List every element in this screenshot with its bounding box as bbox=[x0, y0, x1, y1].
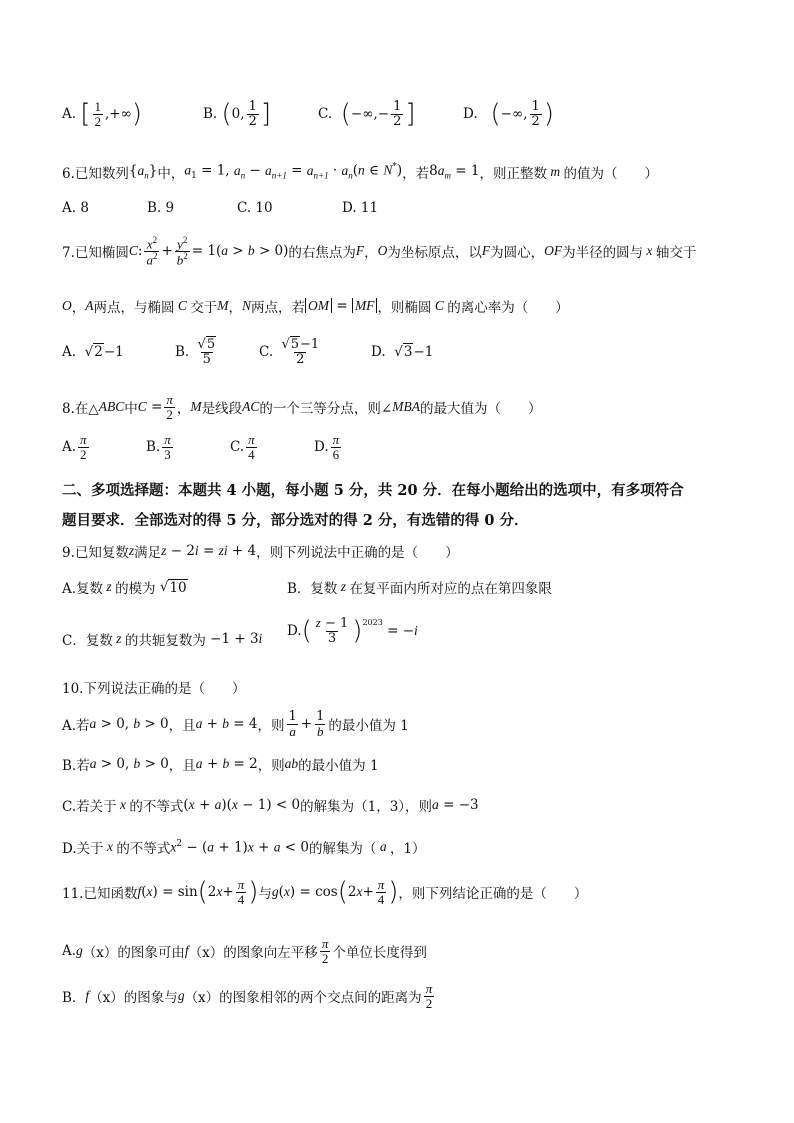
q10-option-b: B.若 a > 0, b > 0 ，且 a + b = 2 ，则 ab 的最小值为 1 bbox=[62, 756, 379, 774]
text: 的离心率为（ ） bbox=[447, 300, 569, 316]
q10-option-a: A.若 a > 0, b > 0 ，且 a + b = 4 ，则 $\frac{1}{a}$ + $\frac{1}{b}$ 的最小值为 1 bbox=[62, 709, 409, 739]
text: 的解集为（ bbox=[308, 841, 377, 857]
text: 的值为（ ） bbox=[563, 166, 658, 182]
option-label: C. bbox=[318, 106, 333, 123]
text: 是线段 bbox=[201, 401, 243, 418]
text: 的最小值为 1 bbox=[298, 758, 379, 774]
q8-option-d: D. $\frac{\pi}{6}$ bbox=[314, 432, 340, 462]
text: ，1） bbox=[389, 841, 426, 857]
text: （x）的图象向左平移 bbox=[188, 945, 318, 962]
q8-option-b: B. $\frac{\pi}{3}$ bbox=[146, 432, 171, 462]
text: 的最小值为 1 bbox=[328, 718, 409, 735]
text: D. bbox=[287, 622, 302, 639]
text: 满足 bbox=[134, 545, 162, 561]
text: 中 bbox=[124, 401, 138, 418]
option-label: D. bbox=[371, 343, 386, 360]
option-label: B. bbox=[146, 439, 161, 456]
q7-stem: 7.已知椭圆 C : $\frac{x^2}{a^2}$ + $\frac{y^2}{b^2}$ = 1(a > b > 0) 的右焦点为 F ， O 为坐标原点，以 F 为圆心， OF 为半径的圆与 x 轴交于 bbox=[62, 235, 697, 268]
text: B． bbox=[62, 990, 86, 1007]
text: 中， bbox=[157, 166, 185, 182]
q10-option-c: C.若关于 x 的不等式 (x + a)(x − 1) < 0 的解集为（1，3），则 a = −3 bbox=[62, 797, 479, 815]
q9-option-b: B．复数 z 在复平面内所对应的点在第四象限 bbox=[287, 579, 552, 597]
text: 的一个三等分点，则∠ bbox=[259, 401, 393, 418]
text: 在复平面内所对应的点在第四象限 bbox=[349, 581, 552, 597]
text: ，则正整数 bbox=[479, 166, 547, 182]
q8-stem: 8.在△ ABC 中 C = $\frac{\pi}{2}$ ， M 是线段 AC 的一个三等分点，则∠ MBA 的最大值为（ ） bbox=[62, 392, 542, 422]
text: （x）的图象与 bbox=[89, 990, 178, 1007]
text: 交于 bbox=[190, 300, 218, 316]
q6-options bbox=[62, 200, 378, 216]
text: 6.已知数列 bbox=[62, 166, 129, 182]
text: 与 bbox=[258, 886, 272, 903]
text: ，则下列结论正确的是（ ） bbox=[398, 886, 588, 903]
text: ，则椭圆 bbox=[377, 300, 432, 316]
option-label: A. bbox=[62, 439, 77, 456]
option-label: C. bbox=[230, 439, 245, 456]
text: ，若 bbox=[402, 166, 430, 182]
text: 为坐标原点，以 bbox=[387, 245, 482, 262]
q8-option-c: C. $\frac{\pi}{4}$ bbox=[230, 432, 255, 462]
text: （x）的图象可由 bbox=[82, 945, 185, 962]
q11-option-b: B． f （x）的图象与 g （x）的图象相邻的两个交点间的距离为 $\frac{\pi}{2}$ bbox=[62, 981, 433, 1011]
q8-option-a: A. $\frac{\pi}{2}$ bbox=[62, 432, 87, 462]
text: ，且 bbox=[168, 758, 196, 774]
q5-option-d: D. ( −∞, $\frac{1}{2}$ ) bbox=[463, 99, 554, 130]
text: 为圆心， bbox=[490, 245, 545, 262]
text: D.关于 bbox=[62, 841, 104, 857]
text: 为半径的圆与 bbox=[562, 245, 644, 262]
text: B．复数 bbox=[287, 581, 338, 597]
text: ，且 bbox=[168, 718, 196, 735]
q9-option-d: D. ( $\frac{z - 1}{3}$ ) $^{2023}$ = −i bbox=[287, 615, 418, 646]
option-label: B. bbox=[175, 344, 190, 361]
option-b: B. 9 bbox=[147, 200, 175, 216]
text: 8.在△ bbox=[62, 401, 99, 418]
text: 的解集为（1，3），则 bbox=[300, 799, 433, 815]
text: 的模为 bbox=[115, 581, 156, 597]
q5-option-b: B. ( 0, $\frac{1}{2}$ ] bbox=[203, 99, 271, 130]
option-label: A. bbox=[62, 343, 77, 360]
option-c: C. 10 bbox=[237, 200, 273, 216]
q9-option-c: C．复数 z 的共轭复数为 −1 + 3 i bbox=[62, 631, 263, 649]
section-heading-line2: 题目要求．全部选对的得 5 分，部分选对的得 2 分，有选错的得 0 分． bbox=[62, 512, 529, 529]
text: ， bbox=[176, 401, 191, 418]
text: 的不等式 bbox=[129, 799, 184, 815]
option-label: B. bbox=[203, 106, 218, 123]
text: 7.已知椭圆 bbox=[62, 245, 129, 262]
option-d: D. 11 bbox=[342, 200, 379, 216]
option-label: D. bbox=[463, 106, 478, 123]
q7-option-c: C. $\frac{√5-1}{2}$ bbox=[259, 337, 320, 367]
text: A.复数 bbox=[62, 581, 104, 597]
text: 两点，若 bbox=[251, 300, 306, 316]
q7-option-b: B. $\frac{√5}{5}$ bbox=[175, 337, 216, 367]
q7-option-d: D. √ 3 −1 bbox=[371, 343, 434, 360]
option-label: A. bbox=[62, 106, 77, 123]
q5-option-c: C. ( −∞,− $\frac{1}{2}$ ] bbox=[318, 99, 416, 130]
q11-option-a: A. g （x）的图象可由 f （x）的图象向左平移 $\frac{\pi}{2}$ 个单位长度得到 bbox=[62, 936, 427, 966]
text: 9.已知复数 bbox=[62, 545, 129, 561]
text: B.若 bbox=[62, 758, 90, 774]
text: ，则 bbox=[257, 758, 285, 774]
text: 个单位长度得到 bbox=[332, 945, 427, 962]
q6-stem: 6.已知数列 $\{a_n\}$ 中， $a_1 = 1$, $a_n - a_{n+1} = a_{n+1} \cdot a_n(n$ ∈ N*) ，若 $8a_m = 1$ ，则正整数 m 的值为（ ） bbox=[62, 162, 658, 182]
text: 的不等式 bbox=[116, 841, 171, 857]
text: A.若 bbox=[62, 718, 90, 735]
q9-stem: 9.已知复数 z 满足 z − 2i = zi + 4 ，则下列说法中正确的是（ ） bbox=[62, 543, 459, 561]
text: C.若关于 bbox=[62, 799, 117, 815]
q5-option-a: A. [ $\frac{1}{2}$ ,+∞ ) bbox=[62, 99, 143, 130]
q10-stem: 10.下列说法正确的是（ ） bbox=[62, 681, 246, 697]
q10-option-d: D.关于 x 的不等式 $x^2 - (a + 1)x + a < 0$ 的解集为（ a ，1） bbox=[62, 838, 426, 857]
text: A. bbox=[62, 943, 77, 960]
option-label: C. bbox=[259, 344, 274, 361]
text: C．复数 bbox=[62, 633, 113, 649]
q9-option-a: A.复数 z 的模为 √ 10 bbox=[62, 579, 187, 597]
text: （x）的图象相邻的两个交点间的距离为 bbox=[184, 990, 422, 1007]
text: ，则下列说法中正确的是（ ） bbox=[256, 545, 459, 561]
text: 的最大值为（ ） bbox=[419, 401, 542, 418]
option-a: A. 8 bbox=[62, 200, 89, 216]
option-label: D. bbox=[314, 439, 329, 456]
text: 的共轭复数为 bbox=[124, 633, 206, 649]
q7-option-a: A. √ 2 −1 bbox=[62, 343, 124, 360]
q11-stem: 11.已知函数 f(x) = sin ( 2x+ $\frac{\pi}{4}$ ) 与 g(x) = cos ( 2x+ $\frac{\pi}{4}$ ) ，则下列结论正确的是（ ） bbox=[62, 877, 588, 908]
q7-stem-line2: O ， A 两点，与椭圆 C 交于 M ， N 两点，若 OM = MF ，则椭圆 C 的离心率为（ ） bbox=[62, 298, 569, 316]
text: 11.已知函数 bbox=[62, 886, 138, 903]
text: 两点，与椭圆 bbox=[93, 300, 175, 316]
text: 轴交于 bbox=[655, 245, 697, 262]
text: 的右焦点为 bbox=[288, 245, 356, 262]
section-heading: 二、多项选择题：本题共 4 小题，每小题 5 分，共 20 分．在每小题给出的选项中，有多项符合 bbox=[62, 482, 684, 499]
text: ，则 bbox=[257, 718, 285, 735]
